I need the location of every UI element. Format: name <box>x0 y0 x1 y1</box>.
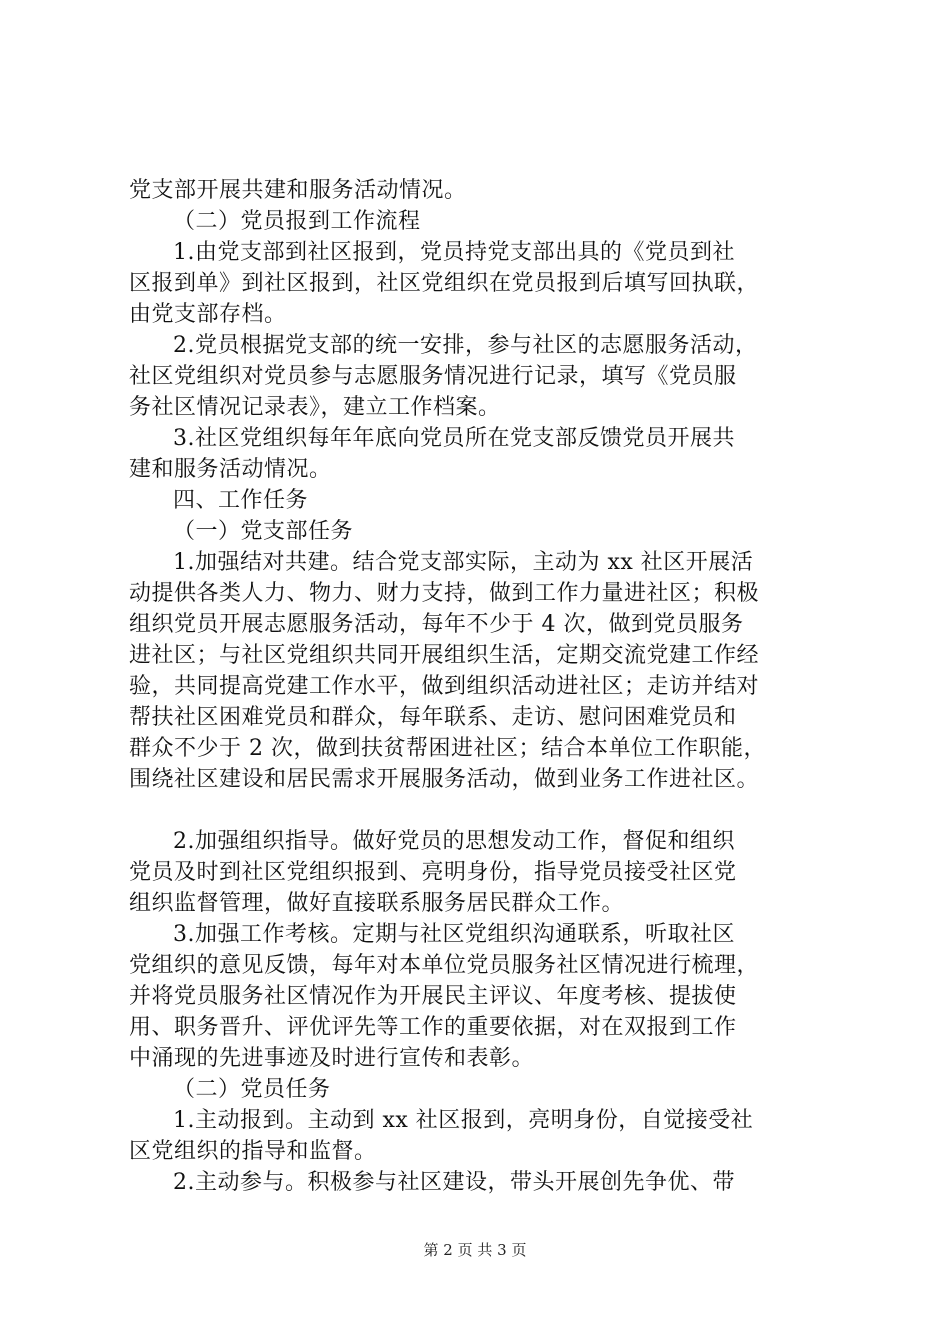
text-line: 由党支部存档。 <box>129 302 287 327</box>
text-line: 组织党员开展志愿服务活动，每年不少于 4 次，做到党员服务 <box>129 612 744 637</box>
text-line: 2.党员根据党支部的统一安排，参与社区的志愿服务活动， <box>173 333 758 358</box>
text-line: 区报到单》到社区报到，社区党组织在党员报到后填写回执联， <box>129 271 760 296</box>
text-line: 组织监督管理，做好直接联系服务居民群众工作。 <box>129 891 625 916</box>
text-line: 用、职务晋升、评优评先等工作的重要依据，对在双报到工作 <box>129 1015 737 1040</box>
text-line: 帮扶社区困难党员和群众，每年联系、走访、慰问困难党员和 <box>129 705 737 730</box>
text-line: 四、工作任务 <box>173 488 309 513</box>
text-line: 建和服务活动情况。 <box>129 457 332 482</box>
text-line: 验，共同提高党建工作水平，做到组织活动进社区；走访并结对 <box>129 674 760 699</box>
text-line: 3.社区党组织每年年底向党员所在党支部反馈党员开展共 <box>173 426 735 451</box>
text-line: （二）党员任务 <box>173 1077 331 1102</box>
page-footer: 第 2 页 共 3 页 <box>423 1241 527 1259</box>
text-line: 中涌现的先进事迹及时进行宣传和表彰。 <box>129 1046 535 1071</box>
text-line: 群众不少于 2 次，做到扶贫帮困进社区；结合本单位工作职能， <box>129 736 766 761</box>
text-line: 2.主动参与。积极参与社区建设，带头开展创先争优、带 <box>173 1170 735 1195</box>
text-line: 2.加强组织指导。做好党员的思想发动工作，督促和组织 <box>173 829 735 854</box>
text-line: 社区党组织对党员参与志愿服务情况进行记录，填写《党员服 <box>129 364 737 389</box>
text-line: 党组织的意见反馈，每年对本单位党员服务社区情况进行梳理， <box>129 953 760 978</box>
text-line: 并将党员服务社区情况作为开展民主评议、年度考核、提拔使 <box>129 984 737 1009</box>
text-line: 进社区；与社区党组织共同开展组织生活，定期交流党建工作经 <box>129 643 760 668</box>
text-line: （二）党员报到工作流程 <box>173 209 421 234</box>
text-line: 1.加强结对共建。结合党支部实际，主动为 xx 社区开展活 <box>173 550 754 575</box>
text-line: 动提供各类人力、物力、财力支持，做到工作力量进社区；积极 <box>129 581 760 606</box>
text-line: 1.由党支部到社区报到，党员持党支部出具的《党员到社 <box>173 240 735 265</box>
paragraph-gap <box>129 795 829 826</box>
document-body <box>129 175 829 1198</box>
text-line: 1.主动报到。主动到 xx 社区报到，亮明身份，自觉接受社 <box>173 1108 754 1133</box>
text-line: 区党组织的指导和监督。 <box>129 1139 377 1164</box>
text-line: 务社区情况记录表》，建立工作档案。 <box>129 395 501 420</box>
text-line: （一）党支部任务 <box>173 519 354 544</box>
text-line: 3.加强工作考核。定期与社区党组织沟通联系，听取社区 <box>173 922 735 947</box>
text-line: 党支部开展共建和服务活动情况。 <box>129 178 467 203</box>
text-line: 围绕社区建设和居民需求开展服务活动，做到业务工作进社区。 <box>129 767 760 792</box>
text-line: 党员及时到社区党组织报到、亮明身份，指导党员接受社区党 <box>129 860 737 885</box>
